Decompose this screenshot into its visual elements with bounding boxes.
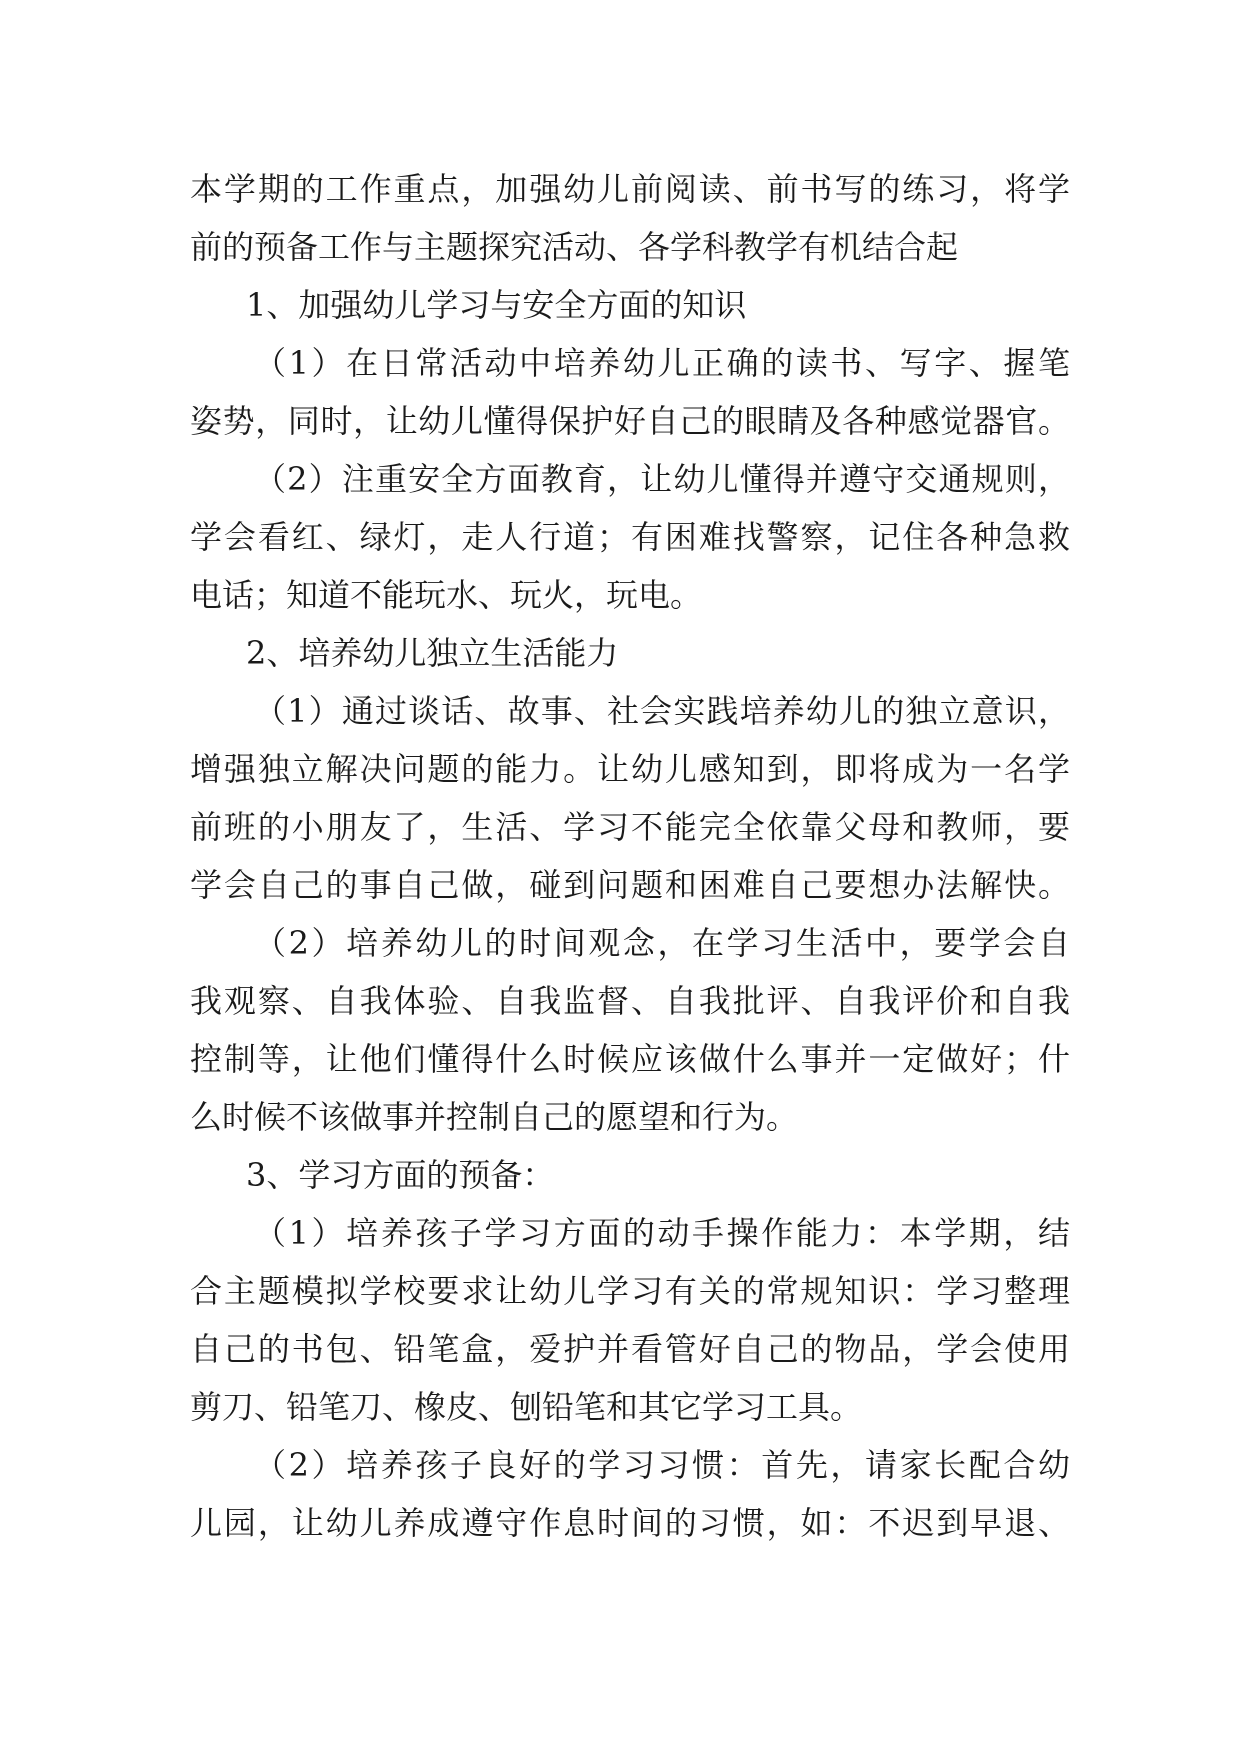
body-line: 儿园，让幼儿养成遵守作息时间的习惯，如：不迟到早退、 bbox=[190, 1504, 1070, 1542]
body-line: 学会自己的事自己做，碰到问题和困难自己要想办法解快。 bbox=[190, 866, 1070, 904]
body-line: 么时候不该做事并控制自己的愿望和行为。 bbox=[190, 1098, 799, 1136]
section-heading: 2、培养幼儿独立生活能力 bbox=[246, 634, 619, 672]
body-line: 自己的书包、铅笔盒，爱护并看管好自己的物品，学会使用 bbox=[190, 1330, 1070, 1368]
body-line: 本学期的工作重点，加强幼儿前阅读、前书写的练习，将学 bbox=[190, 170, 1070, 208]
body-line: 增强独立解决问题的能力。让幼儿感知到，即将成为一名学 bbox=[190, 750, 1070, 788]
body-line: 姿势，同时，让幼儿懂得保护好自己的眼睛及各种感觉器官。 bbox=[190, 402, 1070, 440]
body-line: 剪刀、铅笔刀、橡皮、刨铅笔和其它学习工具。 bbox=[190, 1388, 863, 1426]
body-line: 前班的小朋友了，生活、学习不能完全依靠父母和教师，要 bbox=[190, 808, 1070, 846]
body-line: （1）通过谈话、故事、社会实践培养幼儿的独立意识， bbox=[254, 692, 1070, 730]
body-line: 学会看红、绿灯，走人行道；有困难找警察，记住各种急救 bbox=[190, 518, 1070, 556]
body-line: 合主题模拟学校要求让幼儿学习有关的常规知识：学习整理 bbox=[190, 1272, 1070, 1310]
section-heading: 3、学习方面的预备： bbox=[246, 1156, 555, 1194]
body-line: （1）培养孩子学习方面的动手操作能力：本学期，结 bbox=[254, 1214, 1070, 1252]
body-line: （2）培养幼儿的时间观念，在学习生活中，要学会自 bbox=[254, 924, 1070, 962]
document-body bbox=[190, 160, 1070, 1552]
body-line: 控制等，让他们懂得什么时候应该做什么事并一定做好；什 bbox=[190, 1040, 1070, 1078]
body-line: 前的预备工作与主题探究活动、各学科教学有机结合起 bbox=[190, 228, 959, 266]
body-line: （2）培养孩子良好的学习习惯：首先，请家长配合幼 bbox=[254, 1446, 1070, 1484]
body-line: （1）在日常活动中培养幼儿正确的读书、写字、握笔 bbox=[254, 344, 1070, 382]
body-line: （2）注重安全方面教育，让幼儿懂得并遵守交通规则， bbox=[254, 460, 1070, 498]
body-line: 我观察、自我体验、自我监督、自我批评、自我评价和自我 bbox=[190, 982, 1070, 1020]
body-line: 电话；知道不能玩水、玩火，玩电。 bbox=[190, 576, 703, 614]
section-heading: 1、加强幼儿学习与安全方面的知识 bbox=[246, 286, 747, 324]
